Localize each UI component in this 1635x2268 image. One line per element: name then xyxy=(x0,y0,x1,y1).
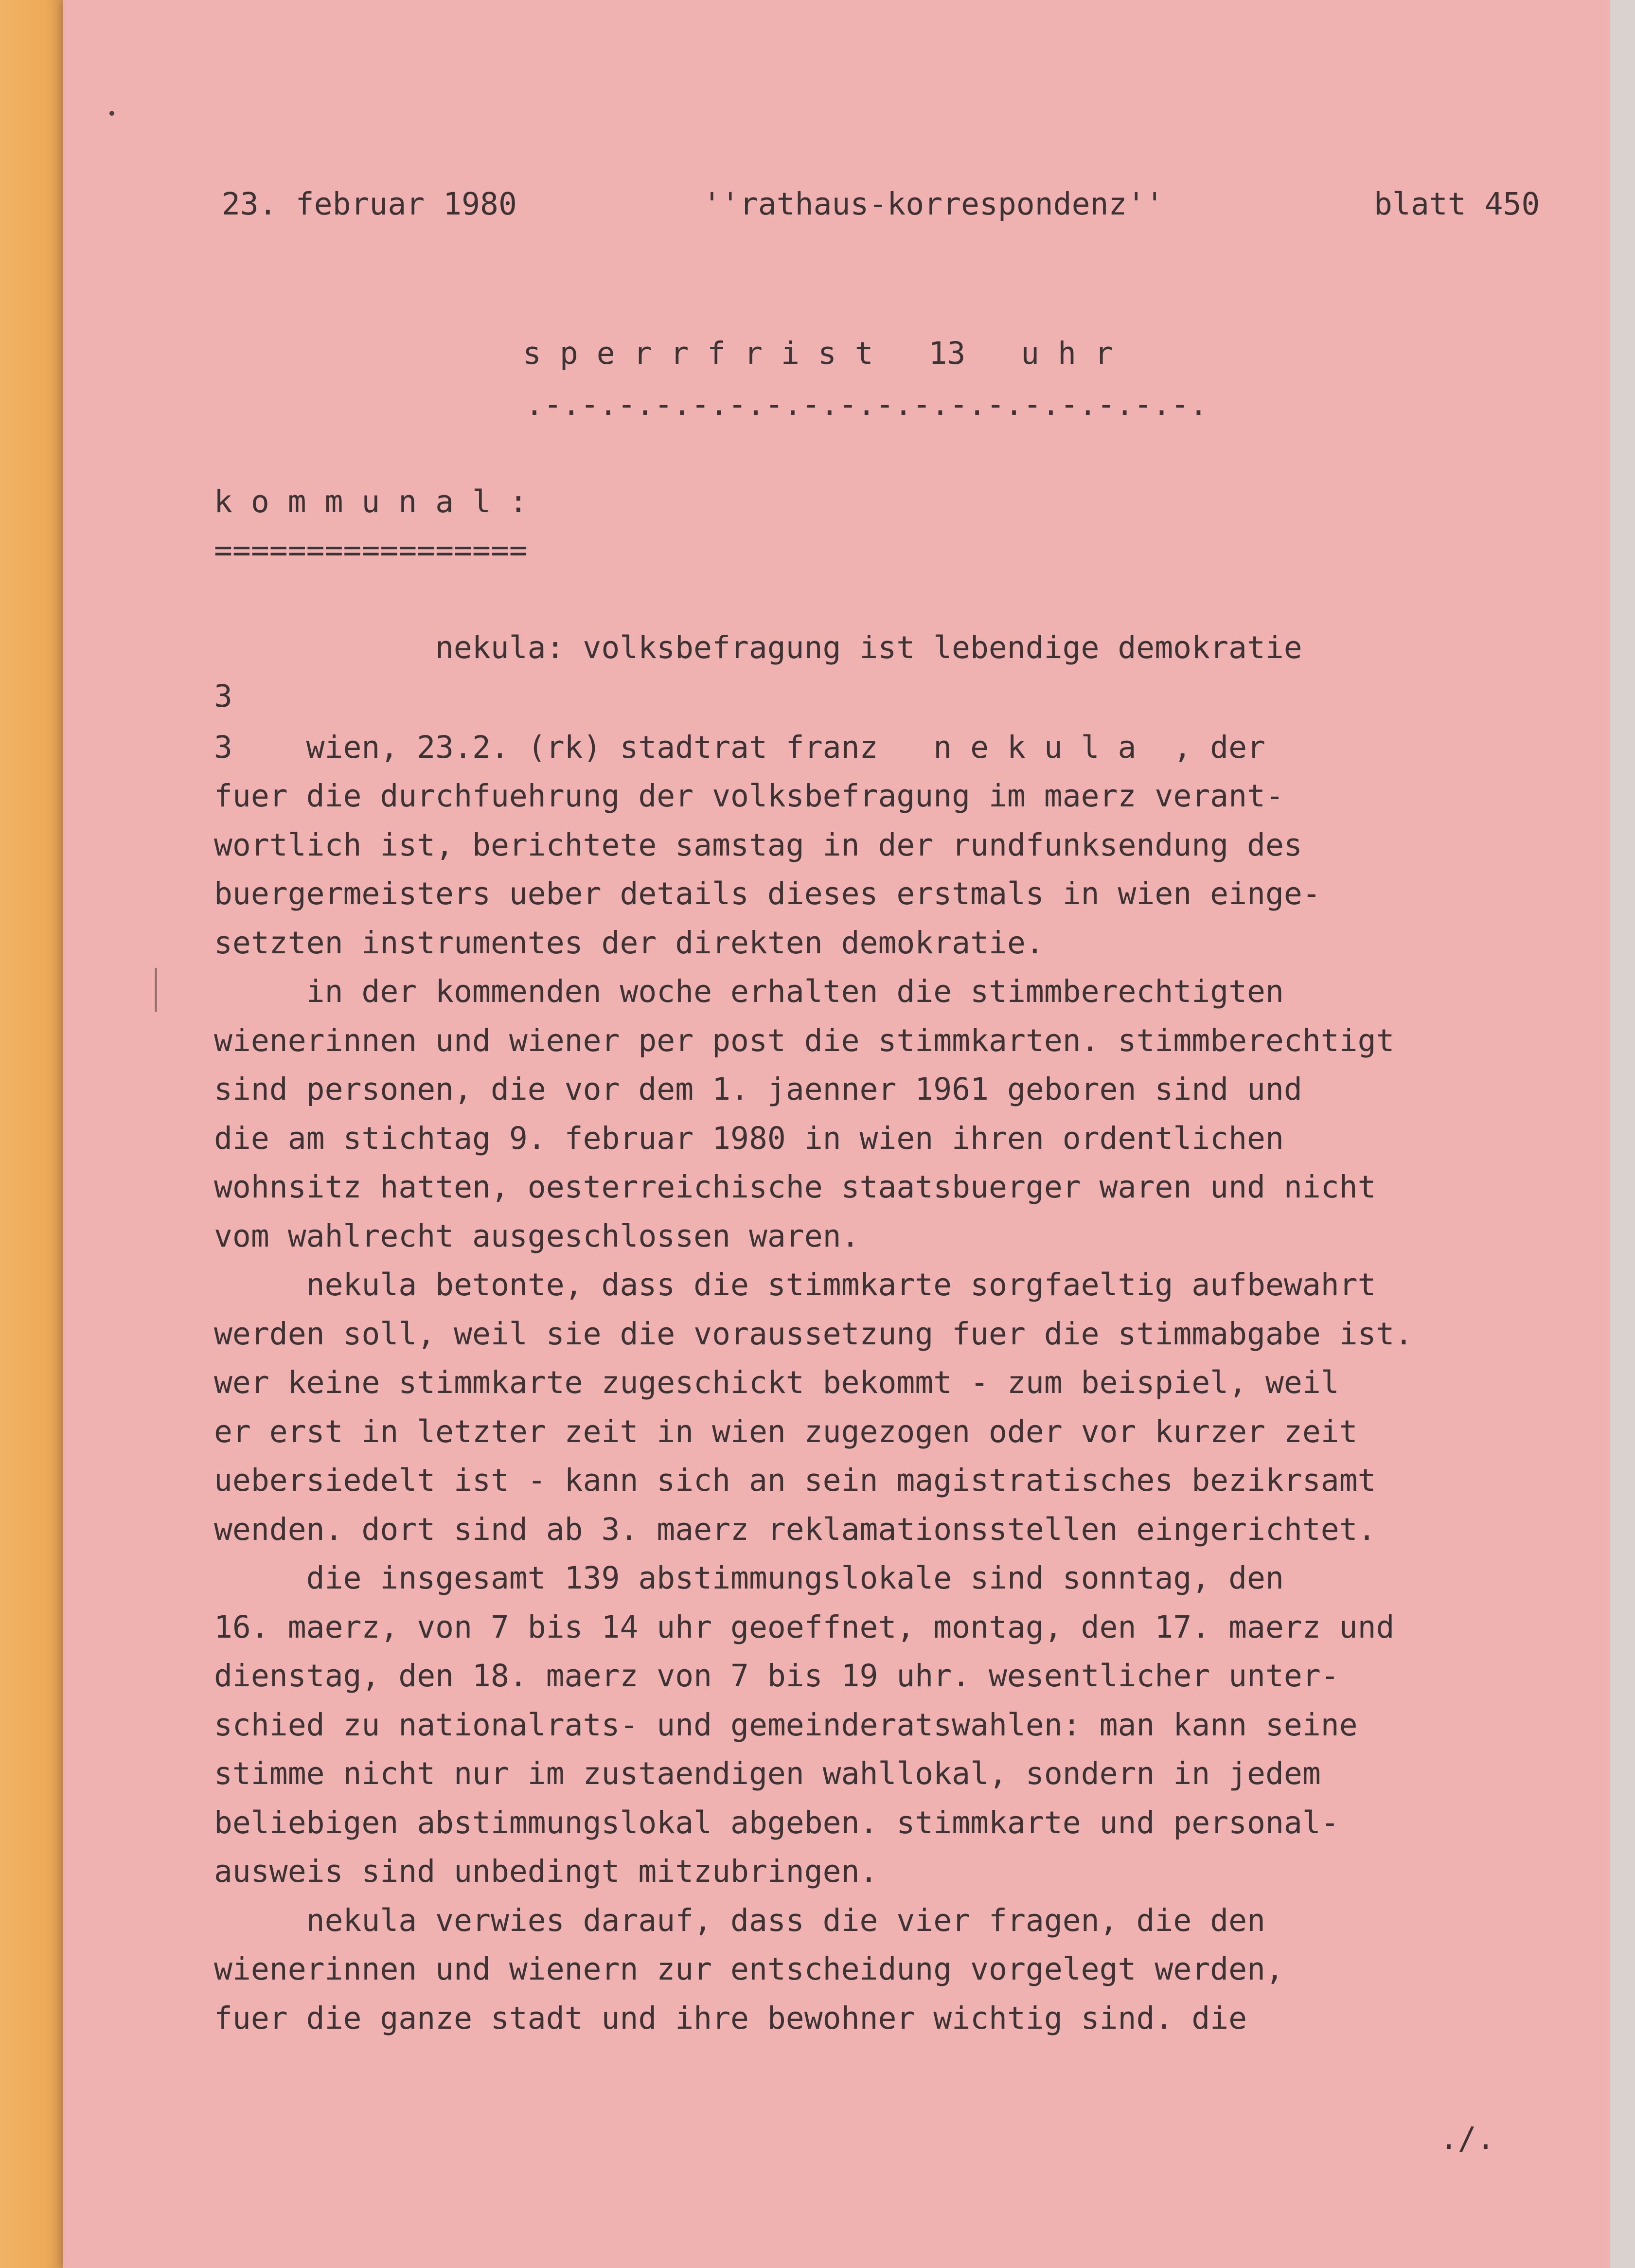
header-sheet: blatt 450 xyxy=(1374,186,1540,222)
body-line: 16. maerz, von 7 bis 14 uhr geoeffnet, montag, den 17. maerz und xyxy=(214,1609,1395,1645)
body-line: wohnsitz hatten, oesterreichische staatsbuerger waren und nicht xyxy=(214,1169,1376,1205)
article-headline: nekula: volksbefragung ist lebendige demokratie xyxy=(435,630,1302,665)
body-line: er erst in letzter zeit in wien zugezogen oder vor kurzer zeit xyxy=(214,1414,1358,1449)
body-line: die am stichtag 9. februar 1980 in wien ihren ordentlichen xyxy=(214,1121,1284,1156)
body-line: stimme nicht nur im zustaendigen wahllokal, sondern in jedem xyxy=(214,1756,1321,1791)
body-line: ausweis sind unbedingt mitzubringen. xyxy=(214,1854,878,1889)
body-line: die insgesamt 139 abstimmungslokale sind sonntag, den xyxy=(214,1560,1284,1596)
body-line: wer keine stimmkarte zugeschickt bekommt - zum beispiel, weil xyxy=(214,1365,1339,1400)
body-line: setzten instrumentes der direkten demokratie. xyxy=(214,925,1044,961)
body-line: schied zu nationalrats- und gemeinderatswahlen: man kann seine xyxy=(214,1707,1358,1743)
margin-code: 3 xyxy=(214,679,232,714)
page-edge xyxy=(1610,0,1635,2268)
header-publication: ''rathaus-korrespondenz'' xyxy=(703,186,1164,222)
margin-mark xyxy=(155,968,157,1012)
section-heading: k o m m u n a l : xyxy=(214,484,528,519)
body-line: wortlich ist, berichtete samstag in der rundfunksendung des xyxy=(214,827,1302,863)
body-line: in der kommenden woche erhalten die stimmberechtigten xyxy=(214,974,1284,1009)
header-date: 23. februar 1980 xyxy=(222,186,517,222)
body-line: wienerinnen und wiener per post die stimmkarten. stimmberechtigt xyxy=(214,1023,1395,1058)
body-line: fuer die durchfuehrung der volksbefragung im maerz verant- xyxy=(214,778,1284,814)
body-line: wienerinnen und wienern zur entscheidung vorgelegt werden, xyxy=(214,1951,1284,1987)
embargo-title: s p e r r f r i s t 13 u h r xyxy=(523,336,1113,371)
body-line: nekula verwies darauf, dass die vier fragen, die den xyxy=(214,1903,1265,1938)
ink-dot-mark xyxy=(109,111,114,116)
body-line: werden soll, weil sie die voraussetzung fuer die stimmabgabe ist. xyxy=(214,1316,1413,1352)
body-line: vom wahlrecht ausgeschlossen waren. xyxy=(214,1218,860,1254)
embargo-rule: .-.-.-.-.-.-.-.-.-.-.-.-.-.-.-.-.-.-. xyxy=(525,387,1208,422)
body-line: sind personen, die vor dem 1. jaenner 1961 geboren sind und xyxy=(214,1071,1302,1107)
body-line: fuer die ganze stadt und ihre bewohner wichtig sind. die xyxy=(214,2000,1247,2036)
body-line: beliebigen abstimmungslokal abgeben. stimmkarte und personal- xyxy=(214,1805,1339,1840)
body-line: wenden. dort sind ab 3. maerz reklamationsstellen eingerichtet. xyxy=(214,1512,1376,1547)
binder-edge xyxy=(0,0,63,2268)
section-underline: ================= xyxy=(214,533,528,568)
continuation-mark: ./. xyxy=(1440,2121,1495,2156)
body-line: nekula betonte, dass die stimmkarte sorgfaeltig aufbewahrt xyxy=(214,1267,1376,1303)
body-line: uebersiedelt ist - kann sich an sein magistratisches bezikrsamt xyxy=(214,1463,1376,1498)
body-line: buergermeisters ueber details dieses erstmals in wien einge- xyxy=(214,876,1321,911)
body-line: dienstag, den 18. maerz von 7 bis 19 uhr. wesentlicher unter- xyxy=(214,1658,1339,1694)
body-line: 3 wien, 23.2. (rk) stadtrat franz n e k u l a , der xyxy=(214,730,1265,765)
